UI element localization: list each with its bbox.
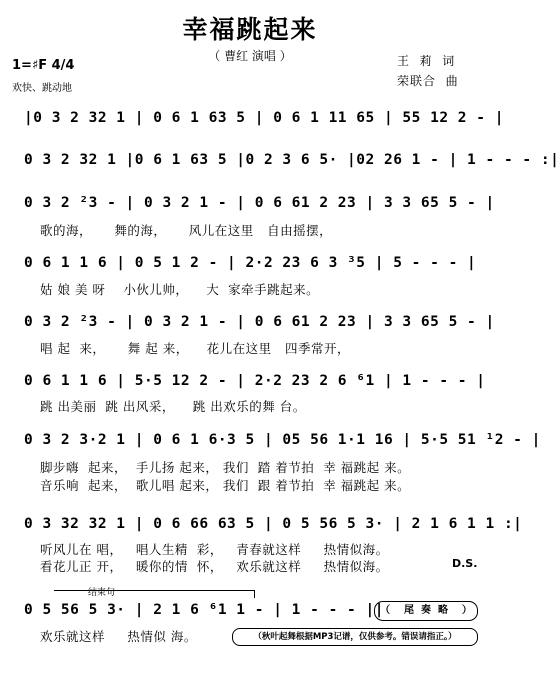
score-line: |0 3 2 32 1 | 0 6 1 63 5 | 0 6 1 11 65 | 55 12 2 - | xyxy=(24,110,504,126)
score-line: 0 3 32 32 1 | 0 6 66 63 5 | 0 5 56 5 3· | 2 1 6 1 1 :| xyxy=(24,516,523,532)
score-line: 0 3 2 32 1 |0 6 1 63 5 |0 2 3 6 5· |02 26 1 - | 1 - - - :| xyxy=(24,152,559,168)
lyric-line: 听风儿在 唱， 唱人生精 彩， 青春就这样 热情似海。 xyxy=(40,542,389,557)
lyric-line: 歌的海， 舞的海， 风儿在这里 自由摇摆， xyxy=(40,223,333,238)
lyric-line: 唱 起 来， 舞 起 来， 花儿在这里 四季常开， xyxy=(40,341,351,356)
ending-label: 结束句 xyxy=(88,588,116,598)
singer-credit: （ 曹红 演唱 ） xyxy=(208,49,292,63)
lyric-line: 姑 娘 美 呀 小伙儿帅， 大 家牵手跳起来。 xyxy=(40,282,320,297)
outro-note: （ 尾 奏 略 ） xyxy=(374,601,478,621)
score-line: 0 5 56 5 3· | 2 1 6 ⁶1 1 - | 1 - - - || xyxy=(24,602,384,618)
song-title: 幸福跳起来 xyxy=(182,15,318,44)
score-line: 0 6 1 1 6 | 0 5 1 2 - | 2·2 23 6 3 ³5 | 5 - - - | xyxy=(24,255,477,271)
score-line: 0 3 2 3·2 1 | 0 6 1 6·3 5 | 05 56 1·1 16 | 5·5 51 ¹2 - | xyxy=(24,432,541,448)
lyric-line: 音乐响 起来， 歌儿唱 起来， 我们 跟 着节拍 幸 福跳起 来。 xyxy=(40,478,411,493)
tempo-marking: 欢快、跳动地 xyxy=(12,83,72,94)
score-line: 0 3 2 ²3 - | 0 3 2 1 - | 0 6 61 2 23 | 3 3 65 5 - | xyxy=(24,195,495,211)
score-line: 0 3 2 ²3 - | 0 3 2 1 - | 0 6 61 2 23 | 3 3 65 5 - | xyxy=(24,314,495,330)
lyricist-credit: 王 莉 词 xyxy=(397,54,456,68)
ending-bracket xyxy=(54,590,254,591)
ending-bracket-tick xyxy=(254,590,255,598)
lyric-line: 欢乐就这样 热情似 海。 xyxy=(40,629,197,644)
ds-marking: D.S. xyxy=(452,557,478,570)
composer-credit: 荣联合 曲 xyxy=(397,74,459,88)
transcription-note: （秋叶起舞根据MP3记谱，仅供参考。错误请指正。） xyxy=(232,628,478,646)
lyric-line: 跳 出美丽 跳 出风采， 跳 出欢乐的舞 台。 xyxy=(40,399,306,414)
lyric-line: 看花儿正 开， 暖你的情 怀， 欢乐就这样 热情似海。 xyxy=(40,559,389,574)
score-line: 0 6 1 1 6 | 5·5 12 2 - | 2·2 23 2 6 ⁶1 | 1 - - - | xyxy=(24,373,486,389)
lyric-line: 脚步嗨 起来， 手儿扬 起来， 我们 踏 着节拍 幸 福跳起 来。 xyxy=(40,460,411,475)
key-signature: 1=♯F 4/4 xyxy=(12,58,75,73)
